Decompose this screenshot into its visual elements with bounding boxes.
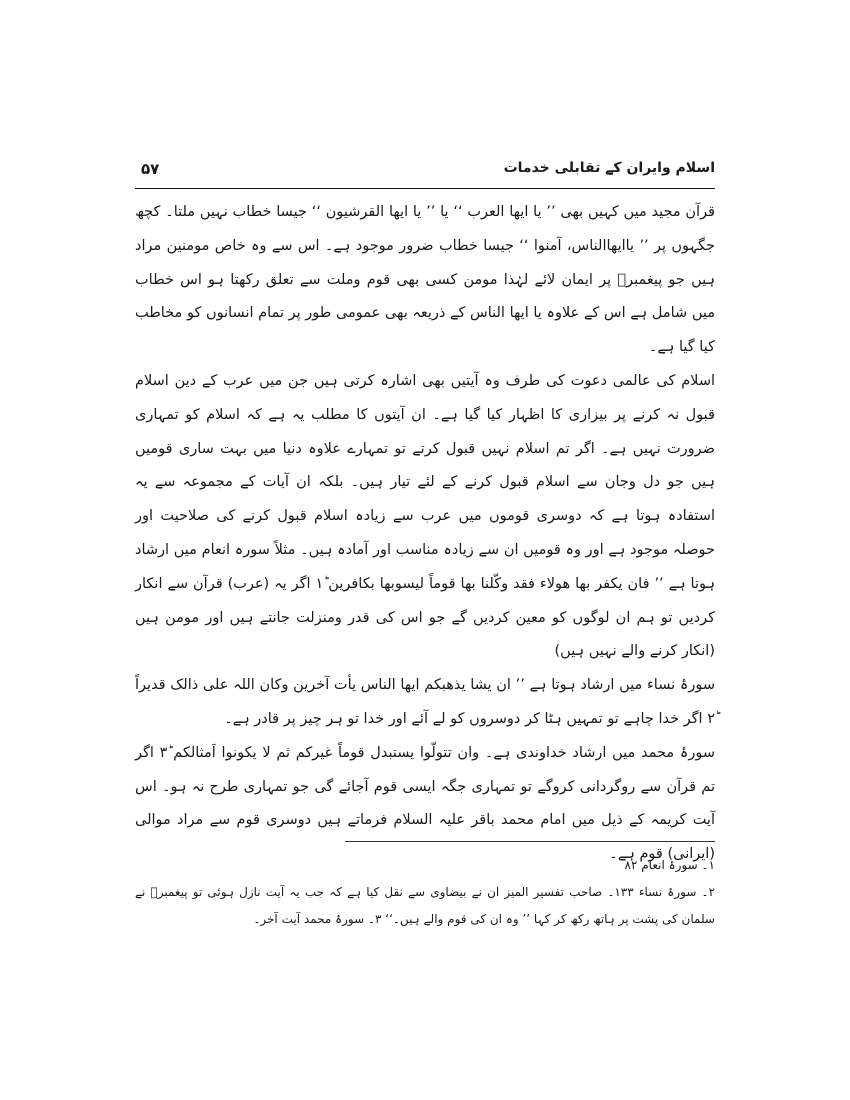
page-number: ۵۷ (141, 160, 160, 178)
paragraph-2: اسلام کی عالمی دعوت کی طرف وہ آیتیں بھی اشارہ کرتی ہیں جن میں عرب کے دین اسلام قبول نہ کرنے پر بیزاری کا اظہار کیا گیا ہے۔ ان آیتوں کا مطلب یہ ہے کہ اسلام کو تمہاری ضرورت نہیں ہے۔ اگر تم اسلام نہیں قبول کرتے تو تمہارے علاوہ دنیا میں بہت ساری قومیں ہیں جو دل وجان سے اسلام قبول کرنے کے لئے تیار ہیں۔ بلکہ ان آیات کے مجموعہ سے یہ استفادہ ہوتا ہے کہ دوسری قوموں میں عرب سے زیادہ اسلام قبول کرنے کی صلاحیت اور حوصلہ موجود ہے اور وہ قومیں ان سے زیادہ مناسب اور آمادہ ہیں۔ مثلاً سورہ انعام میں ارشاد ہوتا ہے ’’ فان یکفر بھا ھولاء فقد وکّلنا بھا قوماً لیسوبھا بکافرین ۱ؕ اگر یہ (عرب) قرآن سے انکار کردیں تو ہم ان لوگوں کو معین کردیں گے جو اس کی قدر ومنزلت جانتے ہیں اور مومن ہیں (انکار کرنے والے نہیں ہیں) (135, 372, 715, 660)
footnote-2: ۲۔ سورۂ نساء ۱۳۳۔ صاحب تفسیر المیز ان نے بیضاوی سے نقل کیا ہے کہ جب یہ آیت نازل ہوئی تو پیغمبرؐ نے سلمان کی پشت پر ہاتھ رکھ کر کہا ’’ وہ ان کی قوم والے ہیں۔‘‘ ۳۔ سورۂ محمد آیت آخر۔ (135, 885, 716, 926)
paragraph-1: قرآن مجید میں کہیں بھی ’’ یا ایھا العرب ‘‘ یا ’’ یا ایھا القرشیون ‘‘ جیسا خطاب نہیں ملتا۔ کچھ جگہوں پر ’’ یاایھاالناس، آمنوا ‘‘ جیسا خطاب ضرور موجود ہے۔ اس سے وہ خاص مومنین مراد ہیں جو پیغمبرؐ پر ایمان لائے لہٰذا مومن کسی بھی قوم وملت سے تعلق رکھتا ہو اس خطاب میں شامل ہے اس کے علاوہ یا ایھا الناس کے ذریعہ بھی عمومی طور پر تمام انسانوں کو مخاطب کیا گیا ہے۔ (135, 204, 715, 356)
paragraph-4: سورۂ محمد میں ارشاد خداوندی ہے۔ وان تتولّوا یستبدل قوماً غیرکم ثم لا یکونوا اَمثالکم ۳ؕ اگر تم قرآن سے روگردانی کروگے تو تمہاری جگہ ایسی قوم آجائے گی جو تمہاری طرح نہ ہو۔ اس آیت کریمہ کے ذیل میں امام محمد باقر علیہ السلام فرماتے ہیں دوسری قوم سے مراد موالی (ایرانی) قوم ہے۔ (135, 744, 715, 863)
running-title: اسلام وایران کے تقابلی خدمات (503, 160, 715, 176)
footnote-1: ۱۔ سورۂ انعام ۸۲ (624, 858, 715, 872)
body-text (135, 196, 715, 872)
page-header (135, 158, 715, 189)
footnotes (135, 852, 715, 933)
footnote-divider (345, 841, 715, 842)
paragraph-3: سورۂ نساء میں ارشاد ہوتا ہے ’’ ان یشا یذھبکم ایھا الناس یأت آخرین وکان اللہ علی ذالک قدیراً ۲ؕ اگر خدا چاہے تو تمہیں ہٹا کر دوسروں کو لے آئے اور خدا تو ہر چیز پر قادر ہے۔ (135, 677, 715, 727)
